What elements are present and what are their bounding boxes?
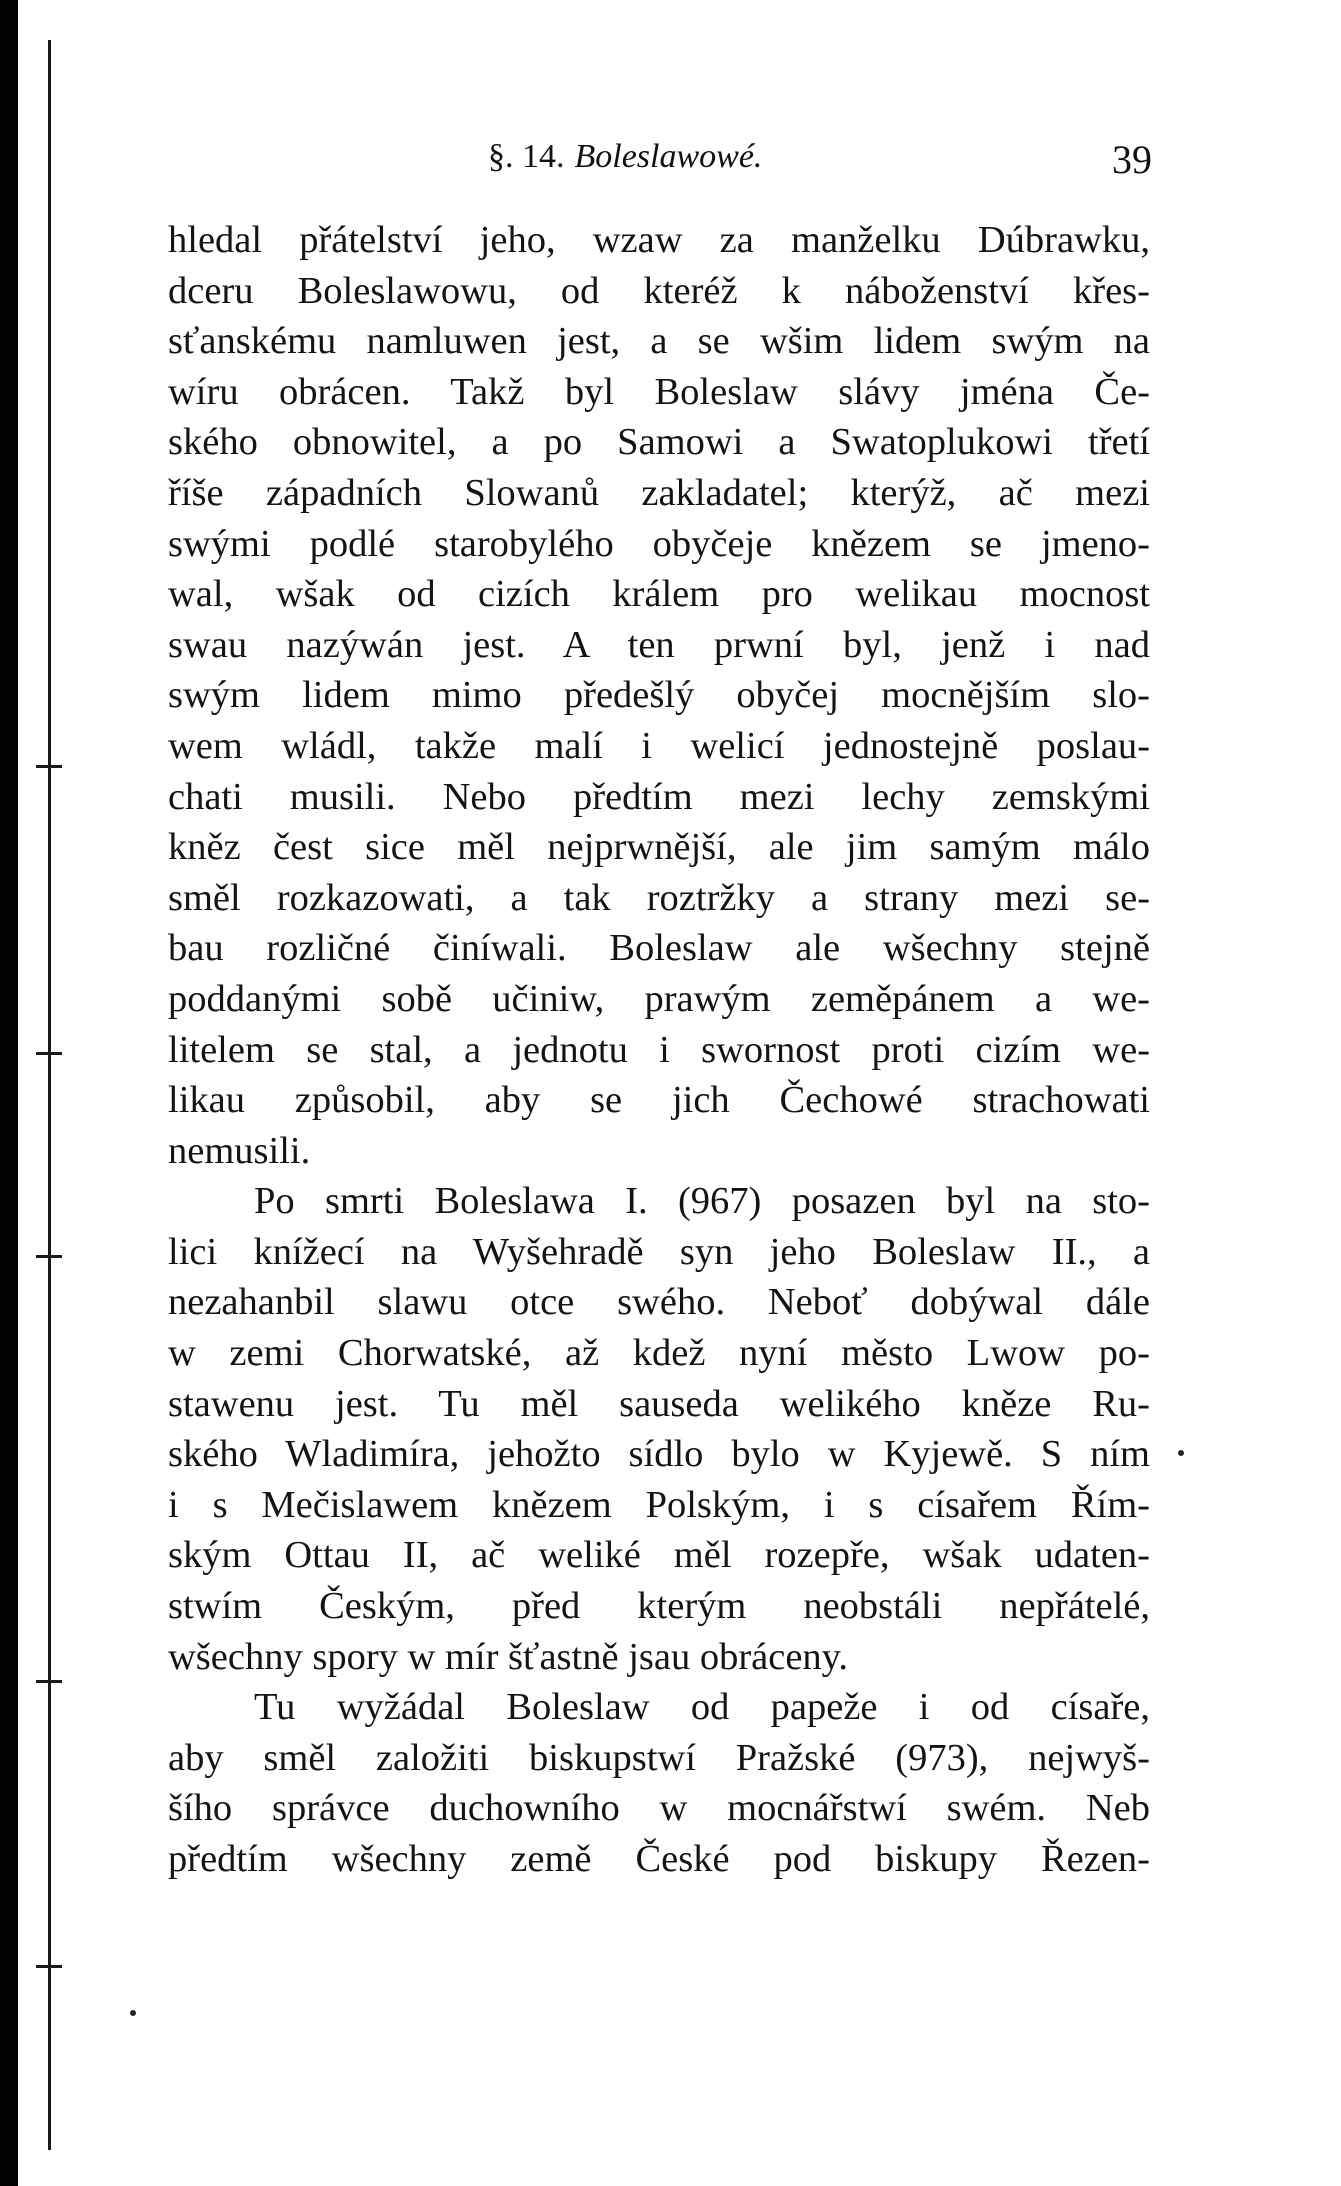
text-line: wíru obrácen. Takž byl Boleslaw slávy jména Če-	[168, 370, 1150, 413]
text-line: kněz čest sice měl nejprwnější, ale jim samým málo	[168, 826, 1150, 869]
text-line: swau nazýwán jest. A ten prwní byl, jenž i nad	[168, 623, 1150, 666]
section-number: §. 14.	[488, 138, 565, 175]
text-line: nezahanbil slawu otce swého. Neboť dobýwal dále	[168, 1281, 1150, 1324]
text-line: likau způsobil, aby se jich Čechowé strachowati	[168, 1079, 1150, 1122]
text-line: ského obnowitel, a po Samowi a Swatoplukowi třetí	[168, 421, 1150, 464]
binding-edge	[48, 40, 51, 2150]
text-line: bau rozličné činíwali. Boleslaw ale wšechny stejně	[168, 927, 1150, 970]
running-header	[168, 130, 1158, 190]
text-line: chati musili. Nebo předtím mezi lechy zemskými	[168, 775, 1150, 818]
margin-mark	[36, 1680, 62, 1683]
page-number: 39	[1112, 137, 1152, 182]
text-line: říše západních Slowanů zakladatel; kterýž, ač mezi	[168, 471, 1150, 514]
book-page	[18, 0, 1341, 2186]
text-line: wem wládl, takže malí i welicí jednostejně poslau-	[168, 724, 1150, 767]
text-line: swými podlé starobylého obyčeje knězem se jmeno-	[168, 522, 1150, 565]
paragraph-start-line: Po smrti Boleslawa I. (967) posazen byl na sto-	[254, 1180, 1150, 1223]
ink-speck	[1178, 1450, 1184, 1456]
margin-mark	[36, 765, 62, 768]
margin-mark	[36, 1255, 62, 1258]
text-line: ského Wladimíra, jehožto sídlo bylo w Kyjewě. S ním	[168, 1433, 1150, 1476]
text-line: poddanými sobě učiniw, prawým zeměpánem a we-	[168, 977, 1150, 1020]
margin-mark	[36, 1052, 62, 1055]
text-line: předtím wšechny země České pod biskupy Řezen-	[168, 1838, 1150, 1880]
text-line: šího správce duchowního w mocnářstwí swém. Neb	[168, 1787, 1150, 1830]
paragraph-end-line: nemusili.	[168, 1129, 311, 1172]
section-title: Boleslawowé.	[574, 138, 763, 175]
ink-speck	[130, 2010, 136, 2016]
text-line: dceru Boleslawowu, od kteréž k náboženství křes-	[168, 269, 1150, 312]
text-line: ským Ottau II, ač weliké měl rozepře, wšak udaten-	[168, 1534, 1150, 1577]
text-line: stwím Českým, před kterým neobstáli nepřátelé,	[168, 1585, 1150, 1628]
paragraph-start-line: Tu wyžádal Boleslaw od papeže i od císaře,	[254, 1686, 1150, 1729]
text-line: hledal přátelství jeho, wzaw za manželku Dúbrawku,	[168, 219, 1150, 261]
text-line: lici knížecí na Wyšehradě syn jeho Boleslaw II., a	[168, 1230, 1150, 1273]
paragraph-end-line: wšechny spory w mír šťastně jsau obráceny.	[168, 1635, 849, 1678]
text-line: směl rozkazowati, a tak roztržky a strany mezi se-	[168, 876, 1150, 919]
text-line: w zemi Chorwatské, až kdež nyní město Lwow po-	[168, 1332, 1150, 1375]
text-line: litelem se stal, a jednotu i swornost proti cizím we-	[168, 1028, 1150, 1071]
margin-mark	[36, 1965, 62, 1968]
text-line: swým lidem mimo předešlý obyčej mocnějším slo-	[168, 674, 1150, 717]
text-line: aby směl založiti biskupstwí Pražské (973), nejwyš-	[168, 1736, 1150, 1779]
text-line: sťanskému namluwen jest, a se wšim lidem swým na	[168, 320, 1150, 363]
text-line: i s Mečislawem knězem Polským, i s císařem Řím-	[168, 1483, 1150, 1526]
section-heading	[488, 138, 762, 176]
text-line: wal, wšak od cizích králem pro welikau mocnost	[168, 573, 1150, 616]
text-line: stawenu jest. Tu měl sauseda welikého kněze Ru-	[168, 1382, 1150, 1425]
body-text	[168, 215, 1150, 1885]
